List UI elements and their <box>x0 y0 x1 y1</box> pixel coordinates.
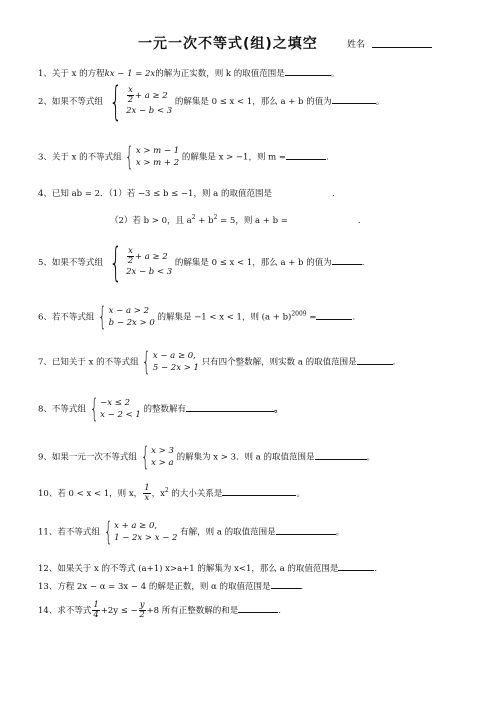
name-label: 姓名 <box>347 40 366 50</box>
answer-blank-3[interactable] <box>286 150 326 160</box>
question-5: 5、如果不等式组 { $\frac{x}{2}$ + a ≥ 2 2x − b < 3 的解集是 0 ≤ x < 1，那么 a + b 的值为 . <box>38 239 365 286</box>
question-10: 10、若 0 < x < 1，则 x， $\frac{1}{x}$ ，$x^2$ 的大小关系是 。 <box>38 483 305 503</box>
answer-blank-6[interactable] <box>316 310 352 320</box>
question-13: 13、方程 2x − α = 3x − 4 的解是正数，则 α 的取值范围是 . <box>38 579 303 593</box>
answer-blank-5[interactable] <box>332 255 362 265</box>
answer-blank-11[interactable] <box>276 525 336 535</box>
inequality-system: { x > m − 1 x > m + 2 <box>125 142 180 172</box>
question-7: 7、已知关于 x 的不等式组 { x − a ≥ 0, 5 − 2x > 1 只有四个整数解，则实数 a 的取值范围是 . <box>38 347 396 377</box>
inequality-system: { −x ≤ 2 x − 2 < 1 <box>89 394 141 424</box>
question-8: 8、不等式组 { −x ≤ 2 x − 2 < 1 的整数解有 。 <box>38 394 283 424</box>
answer-blank-12[interactable] <box>338 561 374 571</box>
question-1: 1、关于 x 的方程kx − 1 = 2x的解为正实数，则 k 的取值范围是 。 <box>38 66 339 80</box>
inequality-system: { x − a > 2 b − 2x > 0 <box>98 302 155 332</box>
answer-blank-7[interactable] <box>357 355 393 365</box>
answer-blank-10[interactable] <box>222 486 296 496</box>
question-11: 11、若不等式组 { x + a ≥ 0, 1 − 2x > x − 2 有解，则 a 的取值范围是 。 <box>38 517 345 547</box>
question-4-part-2: （2）若 b > 0，且 $a^2 + b^2 = 5$，则 a + b = . <box>110 214 361 226</box>
answer-blank-9[interactable] <box>315 450 367 460</box>
answer-blank-14[interactable] <box>238 603 278 613</box>
inequality-system: { x > 3 x > a <box>140 442 174 472</box>
question-6: 6、若不等式组 { x − a > 2 b − 2x > 0 的解集是 −1 < x < 1，则 $(a + b)^{2009}$ = . <box>38 302 356 332</box>
question-9: 9、如果一元一次不等式组 { x > 3 x > a 的解集为 x > 3．则 a 的取值范围是 。 <box>38 442 376 472</box>
answer-blank-13[interactable] <box>271 579 301 589</box>
question-14: 14、求不等式 $\frac{1}{4}$ +2y ≤ − $\frac{y}{2}$ +8 所有正整数解的和是 . <box>38 600 281 620</box>
inequality-system: { $\frac{x}{2}$ + a ≥ 2 2x − b < 3 <box>108 239 173 286</box>
answer-blank-2[interactable] <box>332 94 376 104</box>
page-title: 一元一次不等式(组)之填空 <box>138 36 318 52</box>
name-blank[interactable] <box>372 47 432 48</box>
question-12: 12、如果关于 x 的不等式 (a+1) x>a+1 的解集为 x<1，那么 a 的取值范围是 . <box>38 561 377 575</box>
answer-blank-4a[interactable] <box>272 187 332 196</box>
question-4-part-1: 4、已知 ab = 2．（1）若 −3 ≤ b ≤ −1，则 a 的取值范围是 . <box>38 189 335 199</box>
answer-blank-1[interactable] <box>285 66 331 76</box>
inequality-system: { x − a ≥ 0, 5 − 2x > 1 <box>142 347 199 377</box>
question-2: 2、如果不等式组 { $\frac{x}{2}$ + a ≥ 2 2x − b < 3 的解集是 0 ≤ x < 1，那么 a + b 的值为 。 <box>38 78 385 125</box>
inequality-system: { $\frac{x}{2}$ + a ≥ 2 2x − b < 3 <box>108 78 173 125</box>
inequality-system: { x + a ≥ 0, 1 − 2x > x − 2 <box>103 517 178 547</box>
answer-blank-4b[interactable] <box>288 214 358 223</box>
question-3: 3、关于 x 的不等式组 { x > m − 1 x > m + 2 的解集是 x > −1，则 m = . <box>38 142 329 172</box>
answer-blank-8[interactable] <box>186 402 274 412</box>
